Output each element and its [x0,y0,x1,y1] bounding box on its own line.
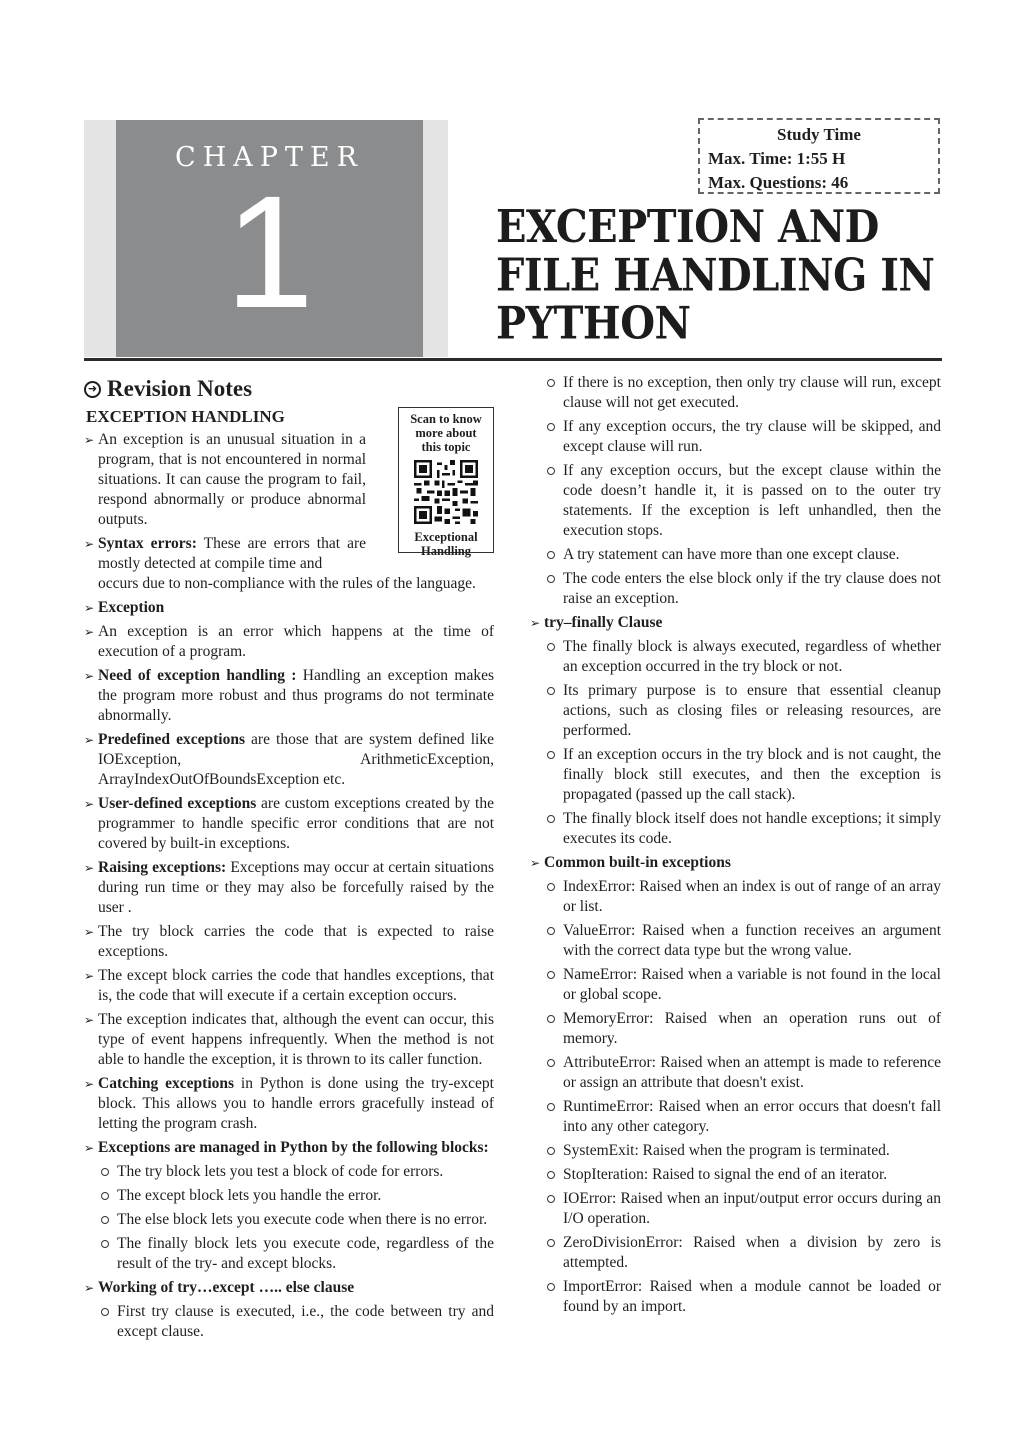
list-item: ➢ An exception is an unusual situation in a program, that is not encountered in normal situations. It can cause the program to fail, respond abnormally or produce abnormal outputs. [84,431,366,528]
arrowhead-bullet-icon: ➢ [84,861,95,875]
circle-bullet-icon [547,1103,555,1111]
chapter-title-line: FILE HANDLING IN [496,248,935,302]
sub-list-item: SystemExit: Raised when the program is terminated. [530,1141,941,1161]
left-column [84,375,494,1346]
list-item: ➢ The try block carries the code that is expected to raise exceptions. [84,923,494,960]
circle-bullet-icon [101,1168,109,1176]
arrowhead-bullet-icon: ➢ [84,733,95,747]
circle-bullet-icon [101,1192,109,1200]
arrowhead-bullet-icon: ➢ [84,1013,95,1027]
sub-list-item: If there is no exception, then only try clause will run, except clause will not get executed. [530,373,941,413]
arrowhead-bullet-icon: ➢ [530,616,541,630]
arrowhead-bullet-icon: ➢ [84,601,95,615]
qr-caption-bottom: Exceptional Handling [414,530,478,558]
arrowhead-bullet-icon: ➢ [84,669,95,683]
sub-list-item: StopIteration: Raised to signal the end of an iterator. [530,1165,941,1185]
circle-bullet-icon [547,551,555,559]
list-item: ➢ Catching exceptions in Python is done using the try-except block. This allows you to handle errors gracefully instead of letting the program crash. [84,1075,494,1132]
circle-arrow-icon: ➜ [84,381,101,398]
study-time-box [698,118,940,194]
arrowhead-bullet-icon: ➢ [84,925,95,939]
list-item: ➢ Working of try…except ….. else clause [84,1279,355,1296]
sub-list-item: If an exception occurs in the try block and is not caught, the finally block still executes, and then the exception is propagated (passed up the call stack). [530,745,941,805]
circle-bullet-icon [547,971,555,979]
sub-list-item: The finally block itself does not handle exceptions; it simply executes its code. [530,809,941,849]
circle-bullet-icon [547,643,555,651]
sub-list-item: The except block lets you handle the error. [84,1186,494,1206]
sub-list-item: ImportError: Raised when a module cannot be loaded or found by an import. [530,1277,941,1317]
circle-bullet-icon [547,1239,555,1247]
circle-bullet-icon [547,883,555,891]
list-item: ➢ Exceptions are managed in Python by the following blocks: [84,1139,489,1156]
revision-notes-heading: ➜ Revision Notes [84,375,494,403]
sub-list-item: IndexError: Raised when an index is out of range of an array or list. [530,877,941,917]
circle-bullet-icon [547,379,555,387]
sub-list-item: MemoryError: Raised when an operation runs out of memory. [530,1009,941,1049]
chapter-number: 1 [225,162,314,341]
list-item: ➢ Exception [84,599,165,616]
circle-bullet-icon [547,815,555,823]
qr-code-icon[interactable] [414,460,478,524]
sub-list-item: The finally block is always executed, regardless of whether an exception occurred in the try block or not. [530,637,941,677]
list-item: ➢ Raising exceptions: Exceptions may occur at certain situations during run time or they may also be forcefully raised by the user . [84,859,495,916]
chapter-label: CHAPTER [175,142,364,173]
max-time: Max. Time: 1:55 H [708,149,846,168]
study-time-title: Study Time [777,125,861,144]
circle-bullet-icon [547,1171,555,1179]
sub-list-item: A try statement can have more than one except clause. [530,545,941,565]
sub-list-item: ValueError: Raised when a function receives an argument with the correct data type but the wrong value. [530,921,941,961]
sub-list-item: The else block lets you execute code when there is no error. [84,1210,494,1230]
list-item: ➢ try–finally Clause [530,614,663,631]
circle-bullet-icon [547,1147,555,1155]
arrowhead-bullet-icon: ➢ [84,1281,95,1295]
arrowhead-bullet-icon: ➢ [84,969,95,983]
circle-bullet-icon [547,423,555,431]
circle-bullet-icon [547,1015,555,1023]
sub-list-item: RuntimeError: Raised when an error occurs that doesn't fall into any other category. [530,1097,941,1137]
max-questions: Max. Questions: 46 [708,173,849,192]
sub-list-item: The code enters the else block only if the try clause does not raise an exception. [530,569,941,609]
arrowhead-bullet-icon: ➢ [530,856,541,870]
arrowhead-bullet-icon: ➢ [84,797,95,811]
circle-bullet-icon [547,1059,555,1067]
arrowhead-bullet-icon: ➢ [84,1141,95,1155]
arrowhead-bullet-icon: ➢ [84,537,95,551]
list-item: ➢ User-defined exceptions are custom exceptions created by the programmer to handle specific error conditions that are not covered by built-in exceptions. [84,795,494,852]
circle-bullet-icon [547,575,555,583]
circle-bullet-icon [101,1216,109,1224]
sub-list-item: Its primary purpose is to ensure that essential cleanup actions, such as closing files or releasing resources, are performed. [530,681,941,741]
circle-bullet-icon [547,927,555,935]
qr-caption-top: Scan to know more about this topic [410,412,482,454]
sub-list-item: NameError: Raised when a variable is not found in the local or global scope. [530,965,941,1005]
header-divider [84,358,942,361]
list-item: ➢ The except block carries the code that handles exceptions, that is, the code that will execute if a certain exception occurs. [84,967,494,1004]
circle-bullet-icon [547,467,555,475]
list-item-continued: occurs due to non-compliance with the rules of the language. [98,575,476,592]
sub-list-item: AttributeError: Raised when an attempt is made to reference or assign an attribute that doesn't exist. [530,1053,941,1093]
circle-bullet-icon [547,687,555,695]
circle-bullet-icon [547,1195,555,1203]
list-item: ➢ Predefined exceptions are those that are system defined like IOException, ArithmeticException, ArrayIndexOutOfBoundsException etc. [84,731,494,788]
circle-bullet-icon [547,751,555,759]
chapter-title-line: PYTHON [496,297,691,350]
list-item: ➢ Need of exception handling : Handling an exception makes the program more robust and thus programs do not terminate abnormally. [84,667,495,724]
right-column [530,373,941,1321]
circle-bullet-icon [547,1283,555,1291]
chapter-title [496,200,966,350]
sub-list-item: ZeroDivisionError: Raised when a division by zero is attempted. [530,1233,941,1273]
arrowhead-bullet-icon: ➢ [84,625,95,639]
sub-list-item: If any exception occurs, the try clause will be skipped, and except clause will run. [530,417,941,457]
sub-list-item: If any exception occurs, but the except clause within the code doesn’t handle it, it is passed on to the outer try statements. If the exception is left unhandled, then the execution stops. [530,461,941,541]
circle-bullet-icon [101,1308,109,1316]
sub-list-item: The finally block lets you execute code, regardless of the result of the try- and except blocks. [84,1234,494,1274]
arrowhead-bullet-icon: ➢ [84,1077,95,1091]
list-item: ➢ Syntax errors: These are errors that are mostly detected at compile time and [84,535,366,572]
qr-box[interactable] [398,407,494,558]
list-item: ➢ An exception is an error which happens at the time of execution of a program. [84,623,494,660]
list-item: ➢ Common built-in exceptions [530,854,731,871]
arrowhead-bullet-icon: ➢ [84,433,95,447]
chapter-title-line: EXCEPTION AND [496,200,879,254]
section-heading: EXCEPTION HANDLING [86,407,285,426]
sub-list-item: IOError: Raised when an input/output error occurs during an I/O operation. [530,1189,941,1229]
sub-list-item: First try clause is executed, i.e., the code between try and except clause. [84,1302,494,1342]
list-item: ➢ The exception indicates that, although the event can occur, this type of event happens infrequently. When the method is not able to handle the exception, it is thrown to its caller function. [84,1011,494,1068]
circle-bullet-icon [101,1240,109,1248]
sub-list-item: The try block lets you test a block of code for errors. [84,1162,494,1182]
